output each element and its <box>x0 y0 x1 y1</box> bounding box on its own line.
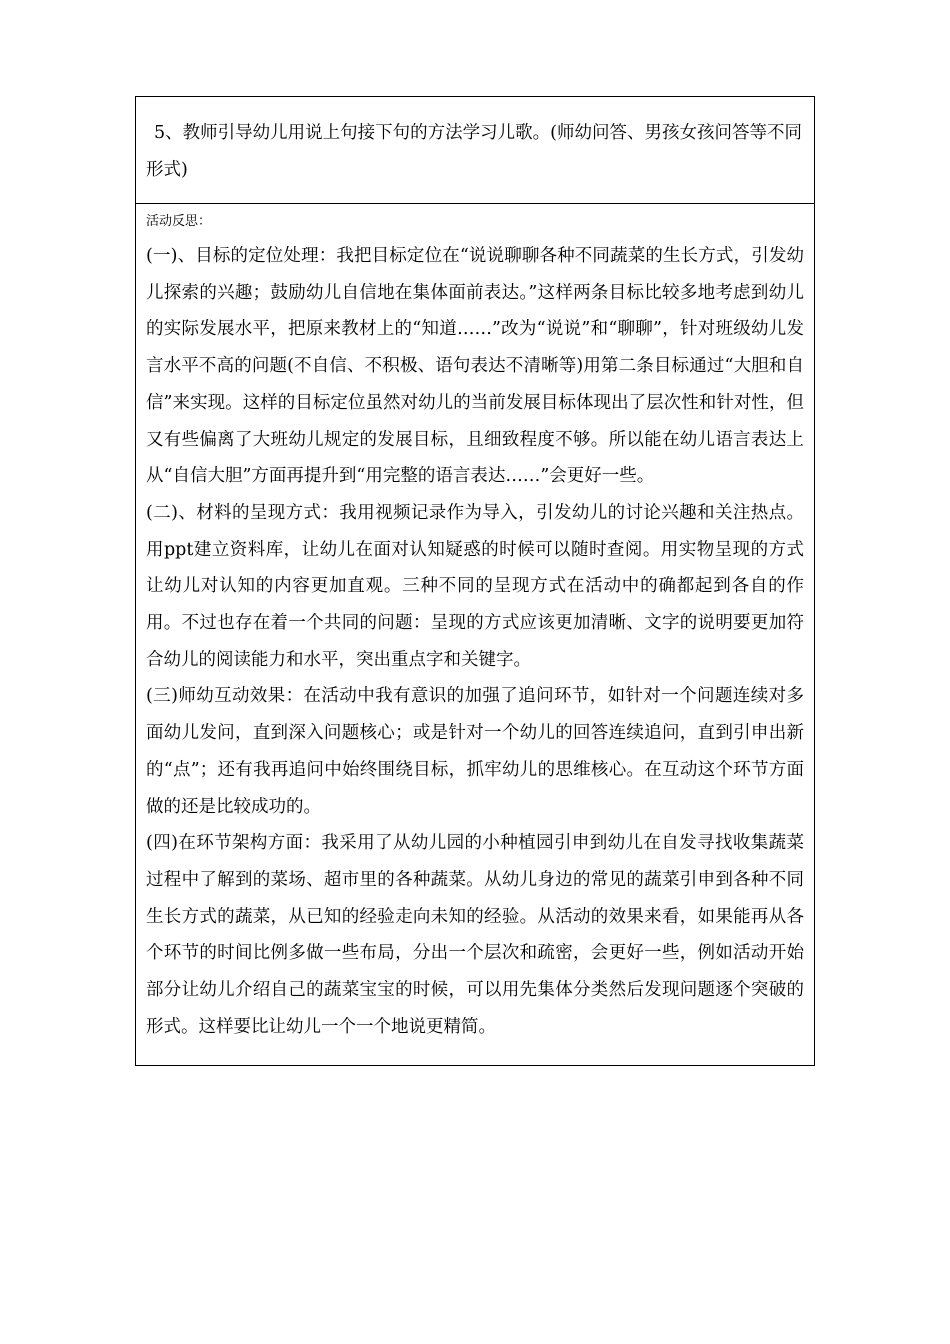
lesson-plan-table <box>135 96 815 1066</box>
reflection-row <box>136 204 814 1065</box>
step-five-row <box>136 97 814 204</box>
reflection-paragraph-interaction: (三)师幼互动效果：在活动中我有意识的加强了追问环节，如针对一个问题连续对多面幼儿发问，直到深入问题核心；或是针对一个幼儿的回答连续追问，直到引申出新的“点”；还有我再追问中始终围绕目标，抓牢幼儿的思维核心。在互动这个环节方面做的还是比较成功的。 <box>146 686 804 817</box>
reflection-paragraph-materials: (二)、材料的呈现方式：我用视频记录作为导入，引发幼儿的讨论兴趣和关注热点。用ppt建立资料库，让幼儿在面对认知疑惑的时候可以随时查阅。用实物呈现的方式让幼儿对认知的内容更加直观。三种不同的呈现方式在活动中的确都起到各自的作用。不过也存在着一个共同的问题：呈现的方式应该更加清晰、文字的说明要更加符合幼儿的阅读能力和水平，突出重点字和关键字。 <box>146 502 804 670</box>
reflection-paragraph-structure: (四)在环节架构方面：我采用了从幼儿园的小种植园引申到幼儿在自发寻找收集蔬菜过程中了解到的菜场、超市里的各种蔬菜。从幼儿身边的常见的蔬菜引申到各种不同生长方式的蔬菜，从已知的经验走向未知的经验。从活动的效果来看，如果能再从各个环节的时间比例多做一些布局，分出一个层次和疏密，会更好一些，例如活动开始部分让幼儿介绍自己的蔬菜宝宝的时候，可以用先集体分类然后发现问题逐个突破的形式。这样要比让幼儿一个一个地说更精简。 <box>146 833 804 1037</box>
step-five-text: 5、教师引导幼儿用说上句接下句的方法学习儿歌。(师幼问答、男孩女孩问答等不同形式) <box>146 123 802 180</box>
reflection-heading: 活动反思： <box>146 214 212 229</box>
reflection-paragraph-goals: (一)、目标的定位处理：我把目标定位在“说说聊聊各种不同蔬菜的生长方式，引发幼儿探索的兴趣；鼓励幼儿自信地在集体面前表达。”这样两条目标比较多地考虑到幼儿的实际发展水平，把原来教材上的“知道……”改为“说说”和“聊聊”，针对班级幼儿发言水平不高的问题(不自信、不积极、语句表达不清晰等)用第二条目标通过“大胆和自信”来实现。这样的目标定位虽然对幼儿的当前发展目标体现出了层次性和针对性，但又有些偏离了大班幼儿规定的发展目标，且细致程度不够。所以能在幼儿语言表达上从“自信大胆”方面再提升到“用完整的语言表达……”会更好一些。 <box>146 246 804 487</box>
